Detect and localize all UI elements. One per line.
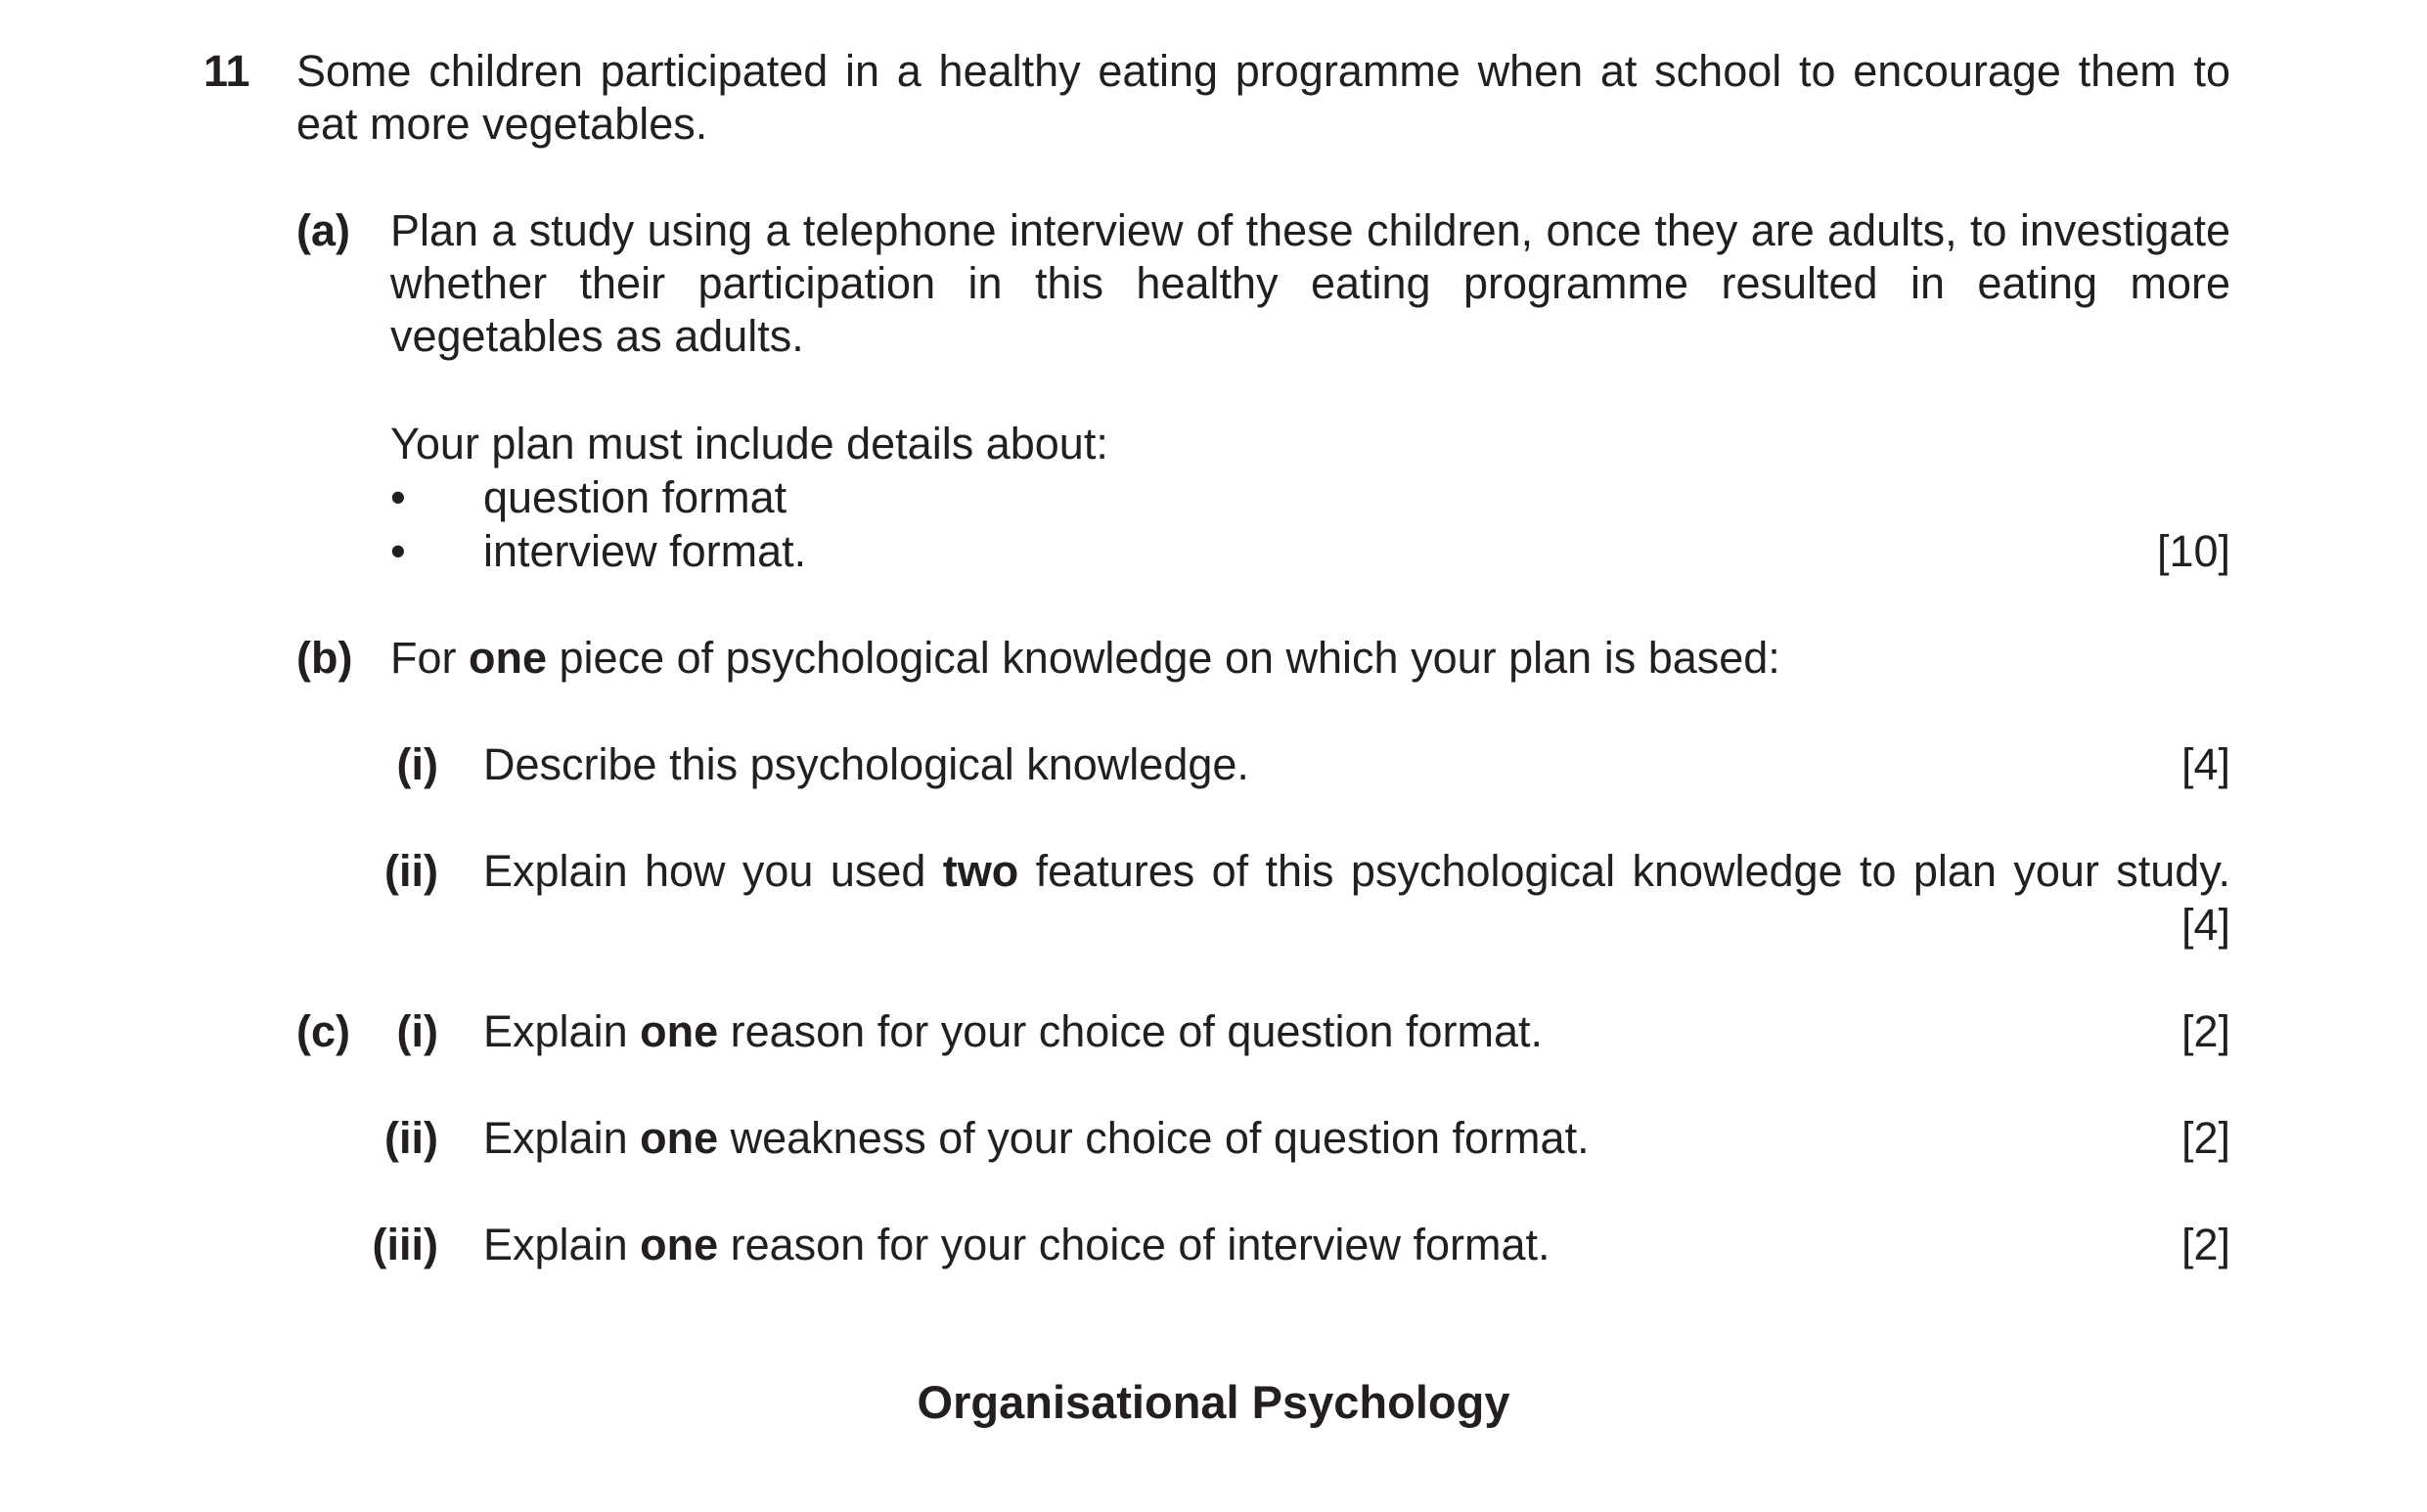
part-c-iii-emphasis: one: [640, 1220, 719, 1269]
part-c-ii-text: [483, 1112, 1590, 1165]
part-c-iii-text-start: Explain: [483, 1220, 641, 1269]
part-c-i-text-start: Explain: [483, 1006, 641, 1056]
bullet-symbol: •: [390, 472, 406, 522]
part-c-label: (c): [296, 1006, 350, 1056]
part-b-ii-emphasis: two: [942, 846, 1019, 896]
plan-intro: Your plan must include details about:: [390, 419, 1108, 468]
part-b-text-end: piece of psychological knowledge on which your plan is based:: [547, 633, 1780, 683]
part-b-i-marks: [4]: [2180, 739, 2230, 789]
part-c-i-text-end: reason for your choice of question format.: [718, 1006, 1544, 1056]
part-c-ii-text-start: Explain: [483, 1113, 641, 1163]
part-c-ii-label: (ii): [384, 1113, 438, 1163]
part-b-emphasis: one: [469, 633, 548, 683]
part-c-i-marks: [2]: [2180, 1006, 2230, 1056]
part-b-ii-marks: [4]: [2180, 900, 2230, 950]
part-a-marks: [10]: [2156, 526, 2230, 576]
part-b-i-label: (i): [396, 739, 438, 789]
part-a-label: (a): [296, 205, 350, 255]
part-b-label: (b): [296, 633, 353, 683]
part-b-ii-text-start: Explain how you used: [483, 846, 943, 896]
part-c-iii-text: [483, 1219, 1550, 1271]
part-c-ii-text-end: weakness of your choice of question format.: [718, 1113, 1590, 1163]
question-intro: Some children participated in a healthy eating programme when at school to encourage them to eat more vegetables.: [296, 46, 2230, 149]
bullet-question-format: question format: [483, 472, 787, 522]
bullet-symbol: •: [390, 526, 406, 576]
part-b-ii-label: (ii): [384, 846, 438, 896]
part-c-iii-text-end: reason for your choice of interview format.: [718, 1220, 1551, 1269]
part-c-ii-marks: [2]: [2180, 1113, 2230, 1163]
section-heading: Organisational Psychology: [917, 1376, 1510, 1428]
bullet-interview-format: interview format.: [483, 526, 807, 576]
part-b-text-start: For: [390, 633, 470, 683]
part-b-ii-text: [483, 845, 2230, 898]
part-b-ii-text-end: features of this psychological knowledge to plan your study.: [1018, 846, 2230, 896]
part-c-i-text: [483, 1005, 1543, 1058]
part-b-i-text: Describe this psychological knowledge.: [483, 739, 1249, 789]
part-c-i-emphasis: one: [640, 1006, 719, 1056]
part-b-text: [390, 632, 1780, 685]
question-number: 11: [203, 46, 250, 96]
part-c-i-label: (i): [396, 1006, 438, 1056]
part-c-ii-emphasis: one: [640, 1113, 719, 1163]
part-a-text: Plan a study using a telephone interview of these children, once they are adults, to investigate whether their participation in this healthy eating programme resulted in eating more vegetables as adults.: [390, 205, 2230, 361]
part-c-iii-label: (iii): [372, 1220, 438, 1269]
part-c-iii-marks: [2]: [2180, 1220, 2230, 1269]
